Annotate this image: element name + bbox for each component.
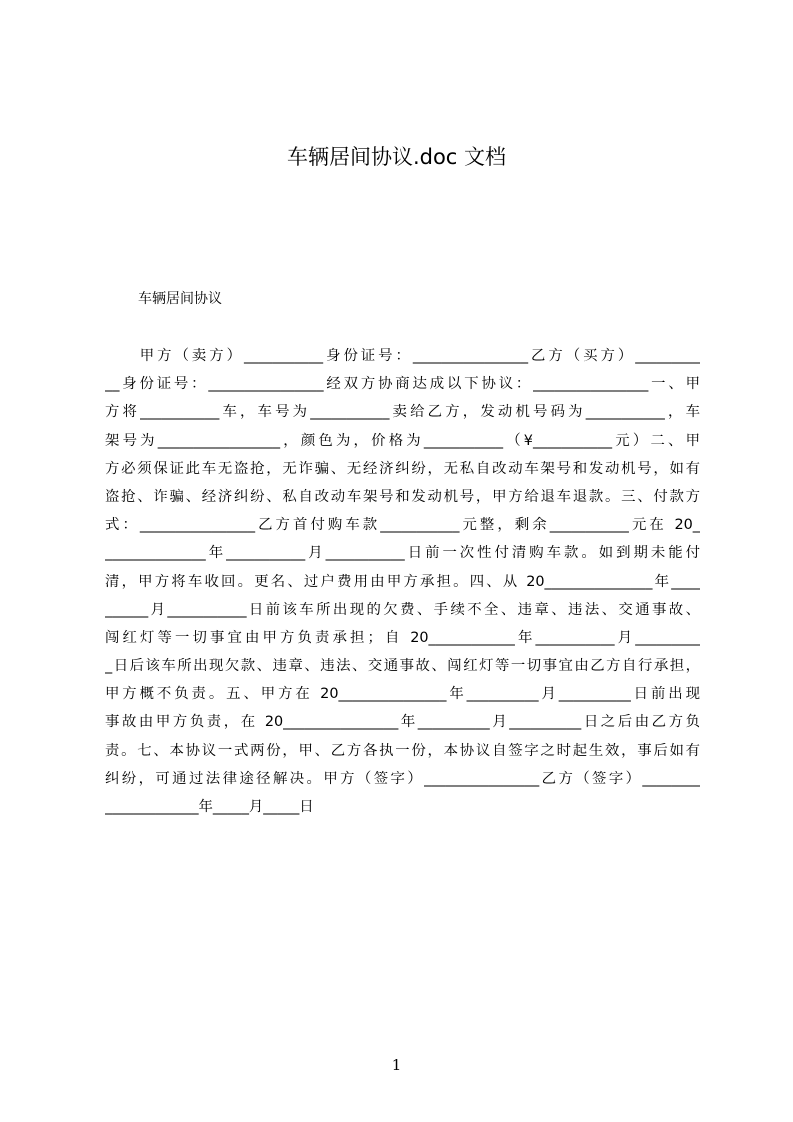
body-line: 责。七、本协议一式两份，甲、乙方各执一份，本协议自签字之时起生效，事后如有 [105, 742, 700, 759]
body-line: 架号为_________________，颜色为，价格为___________（¥___________元）二、甲 [105, 432, 700, 449]
body-line: 清，甲方将车收回。更名、过户费用由甲方承担。四、从 20_______________年____ [105, 573, 700, 590]
body-line: 方将___________车，车号为___________卖给乙方，发动机号码为___________，车 [105, 404, 700, 421]
document-title: 车辆居间协议.doc 文档 [286, 145, 507, 169]
body-line: 式：________________乙方首付购车款___________元整，剩余___________元在 20_ [105, 517, 700, 534]
body-line: 纠纷，可通过法律途径解决。甲方（签字）________________乙方（签字）________ [105, 770, 700, 787]
body-line: 事故由甲方负责，在 20________________年__________月__________日之后由乙方负 [105, 714, 700, 731]
agreement-body [105, 342, 700, 821]
page-number: 1 [391, 1056, 402, 1074]
body-line: ______月___________日前该车所出现的欠费、手续不全、违章、违法、交通事故、 [105, 601, 700, 618]
body-line: 盗抢、诈骗、经济纠纷、私自改动车架号和发动机号，甲方给退车退款。三、付款方 [105, 488, 700, 505]
agreement-heading: 车辆居间协议 [138, 291, 222, 307]
body-line: __身份证号：________________经双方协商达成以下协议：________________一、甲 [105, 376, 700, 393]
body-line: 方必须保证此车无盗抢，无诈骗、无经济纠纷，无私自改动车架号和发动机号，如有 [105, 460, 700, 477]
body-line: _日后该车所出现欠款、违章、违法、交通事故、闯红灯等一切事宜由乙方自行承担， [105, 658, 700, 675]
body-line: 甲方概不负责。五、甲方在 20_______________年__________月__________日前出现 [105, 686, 700, 703]
body-line: 闯红灯等一切事宜由甲方负责承担；自 20____________年___________月_________ [105, 629, 700, 646]
signature-date-line: _____________年_____月_____日 [105, 799, 314, 815]
body-line: ______________年___________月___________日前一次性付清购车款。如到期未能付 [105, 545, 700, 562]
body-line: 甲方（卖方）___________身份证号：________________乙方（买方）_________ [105, 348, 700, 364]
